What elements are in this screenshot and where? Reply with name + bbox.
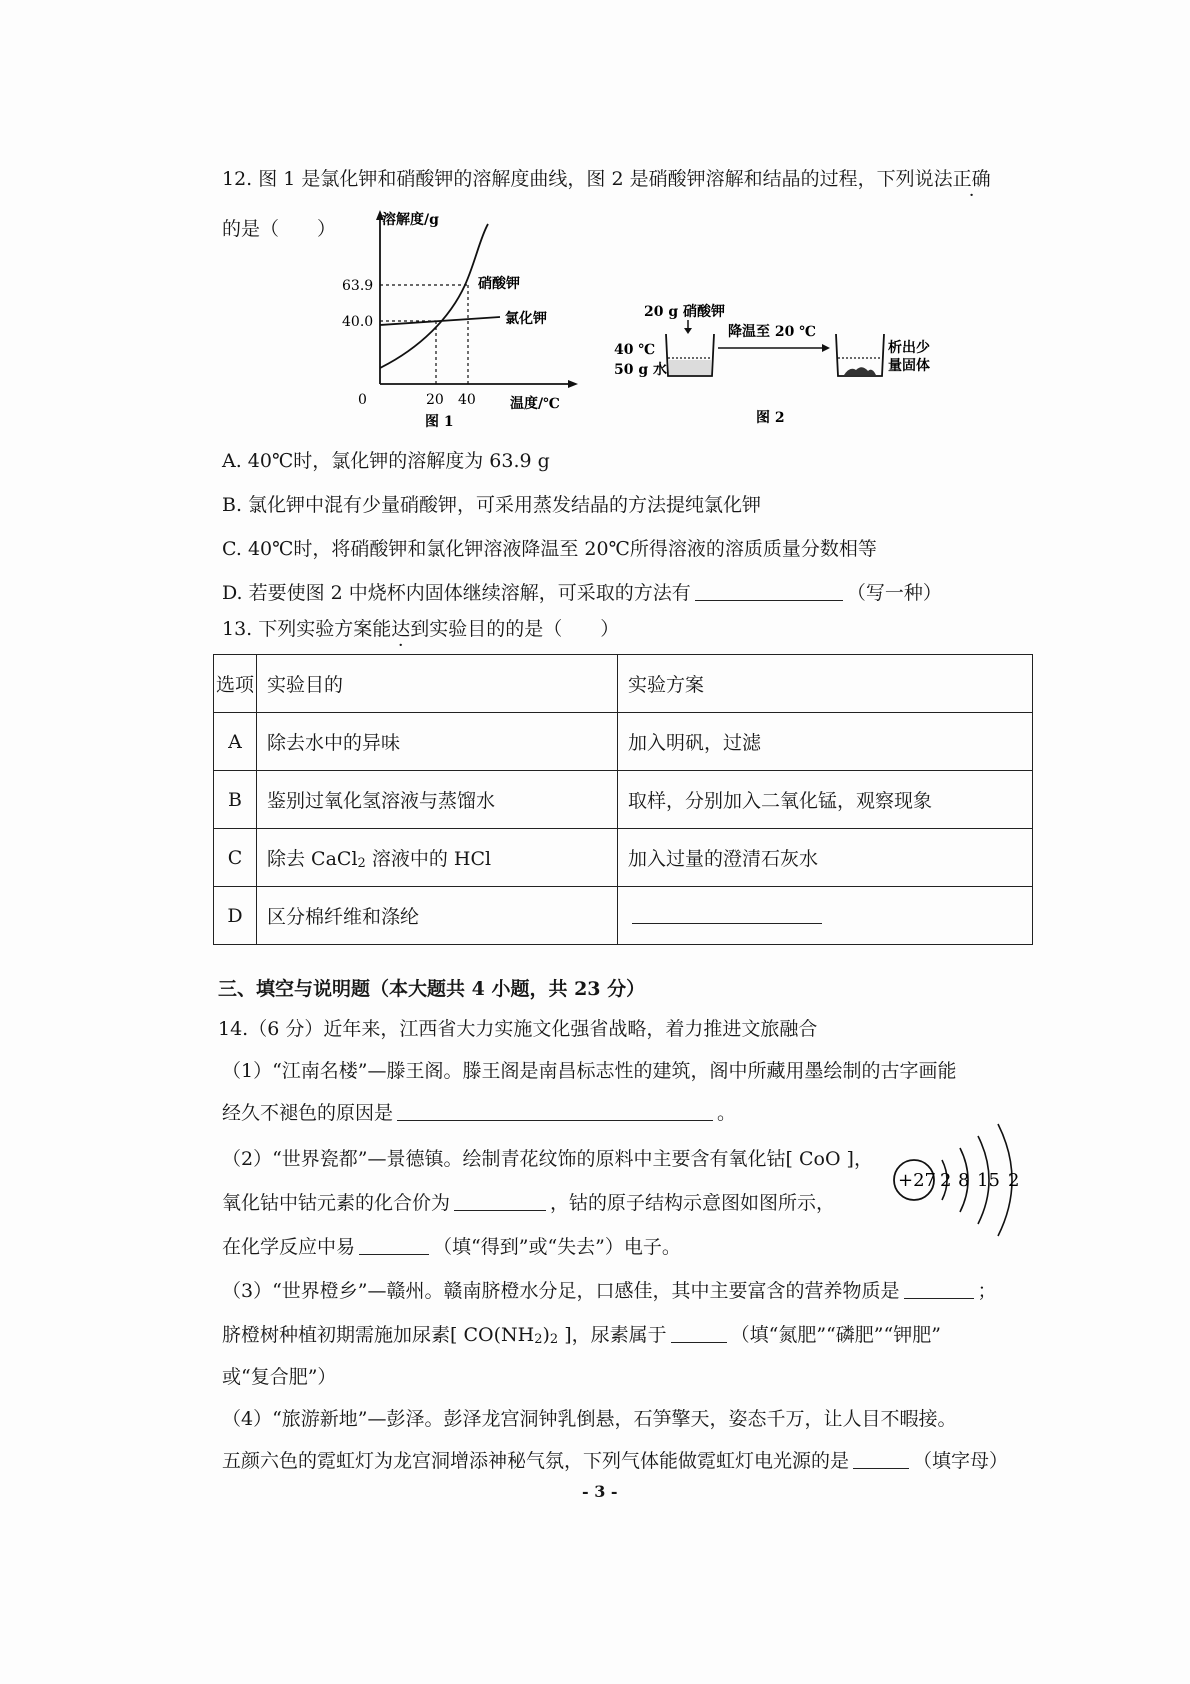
header-goal: 实验目的 <box>257 655 618 713</box>
header-plan: 实验方案 <box>618 655 1033 713</box>
answer-blank[interactable] <box>853 1467 909 1469</box>
q13-emphasis: 能达到 <box>372 618 430 640</box>
table-row: A 除去水中的异味 加入明矾，过滤 <box>214 713 1033 771</box>
header-option: 选项 <box>214 655 257 713</box>
atom-shell-2: 8 <box>958 1170 970 1191</box>
q14-intro: 14.（6 分）近年来，江西省大力实施文化强省战略，着力推进文旅融合 <box>218 1018 818 1040</box>
section-3-heading: 三、填空与说明题（本大题共 4 小题，共 23 分） <box>218 978 646 1000</box>
q14-part1-line1: （1）“江南名楼”—滕王阁。滕王阁是南昌标志性的建筑，阁中所藏用墨绘制的古字画能 <box>222 1060 957 1082</box>
potassium-nitrate-curve <box>380 224 488 368</box>
figure-2-crystallization-diagram <box>614 298 944 430</box>
fig2-temp: 40 ℃ <box>614 342 656 358</box>
fig1-xtick-2: 40 <box>458 392 476 408</box>
q12-option-a: A. 40℃时，氯化钾的溶解度为 63.9 g <box>222 450 550 472</box>
fig1-ytick-2: 40.0 <box>342 314 374 330</box>
table-header-row <box>214 655 1033 713</box>
q12-emphasis: 正确 <box>952 168 991 190</box>
fig1-series-kcl: 氯化钾 <box>505 311 547 327</box>
q12-option-d: D. 若要使图 2 中烧杯内固体继续溶解，可采取的方法有 （写一种） <box>222 582 942 604</box>
answer-blank[interactable] <box>359 1253 429 1255</box>
answer-blank[interactable] <box>695 599 843 601</box>
answer-blank[interactable] <box>671 1341 727 1343</box>
q12-stem-line2: 的是（ ） <box>222 218 337 240</box>
fig2-add-label: 20 g 硝酸钾 <box>644 304 726 320</box>
q14-part1-line2: 经久不褪色的原因是 。 <box>222 1102 737 1124</box>
cobalt-atom-structure-diagram <box>890 1110 1040 1250</box>
q12-option-c: C. 40℃时，将硝酸钾和氯化钾溶液降温至 20℃所得溶液的溶质质量分数相等 <box>222 538 877 560</box>
q12-stem-line1: 12. 图 1 是氯化钾和硝酸钾的溶解度曲线，图 2 是硝酸钾溶解和结晶的过程，下列说法正确 <box>222 168 991 190</box>
fig1-ytick-1: 63.9 <box>342 278 374 294</box>
atom-shell-4: 2 <box>1008 1170 1020 1191</box>
atom-nucleus: +27 <box>898 1170 936 1191</box>
fig2-result-1: 析出少 <box>888 340 930 356</box>
q14-part2-line1: （2）“世界瓷都”—景德镇。绘制青花纹饰的原料中主要含有氧化钴[ CoO ]， <box>222 1148 873 1170</box>
experiment-table <box>213 654 1033 945</box>
fig1-xlabel: 温度/℃ <box>510 396 560 412</box>
answer-blank[interactable] <box>397 1119 713 1121</box>
answer-blank[interactable] <box>904 1297 974 1299</box>
fig1-caption: 图 1 <box>425 414 454 430</box>
table-row: D 区分棉纤维和涤纶 <box>214 887 1033 945</box>
fig1-origin: 0 <box>358 392 367 408</box>
fig2-arrow-label: 降温至 20 ℃ <box>728 324 817 340</box>
atom-shell-1: 2 <box>940 1170 952 1191</box>
fig1-xtick-1: 20 <box>426 392 444 408</box>
q12-option-b: B. 氯化钾中混有少量硝酸钾，可采用蒸发结晶的方法提纯氯化钾 <box>222 494 762 516</box>
q14-part3-line2: 脐橙树种植初期需施加尿素[ CO(NH2)2 ]，尿素属于 （填“氮肥”“磷肥”“钾肥” <box>222 1324 941 1347</box>
table-row: B 鉴别过氧化氢溶液与蒸馏水 取样，分别加入二氧化锰，观察现象 <box>214 771 1033 829</box>
q14-part4-line2: 五颜六色的霓虹灯为龙宫洞增添神秘气氛，下列气体能做霓虹灯电光源的是 （填字母） <box>222 1450 1009 1472</box>
q14-part2-line2: 氧化钴中钴元素的化合价为 ，钴的原子结构示意图如图所示， <box>222 1192 836 1214</box>
answer-blank[interactable] <box>454 1209 546 1211</box>
fig2-caption: 图 2 <box>756 410 785 426</box>
fig1-ylabel: 溶解度/g <box>382 212 439 228</box>
figure-1-solubility-chart <box>342 208 590 430</box>
q14-part2-line3: 在化学反应中易 （填“得到”或“失去”）电子。 <box>222 1236 681 1258</box>
answer-blank[interactable] <box>632 922 822 924</box>
q14-part3-line1: （3）“世界橙乡”—赣州。赣南脐橙水分足，口感佳，其中主要富含的营养物质是 ； <box>222 1280 997 1302</box>
q14-part3-line3: 或“复合肥”） <box>222 1366 337 1388</box>
q13-stem: 13. 下列实验方案能达到实验目的的是（ ） <box>222 618 620 640</box>
page-number: - 3 - <box>582 1482 618 1501</box>
fig1-series-kno3: 硝酸钾 <box>478 276 520 292</box>
atom-shell-3: 15 <box>977 1170 1000 1191</box>
q14-part4-line1: （4）“旅游新地”—彭泽。彭泽龙宫洞钟乳倒悬，石笋擎天，姿态千万，让人目不暇接。 <box>222 1408 957 1430</box>
fig2-result-2: 量固体 <box>888 358 930 374</box>
table-row: C 除去 CaCl2 溶液中的 HCl 加入过量的澄清石灰水 <box>214 829 1033 887</box>
fig2-water: 50 g 水 <box>614 362 668 378</box>
